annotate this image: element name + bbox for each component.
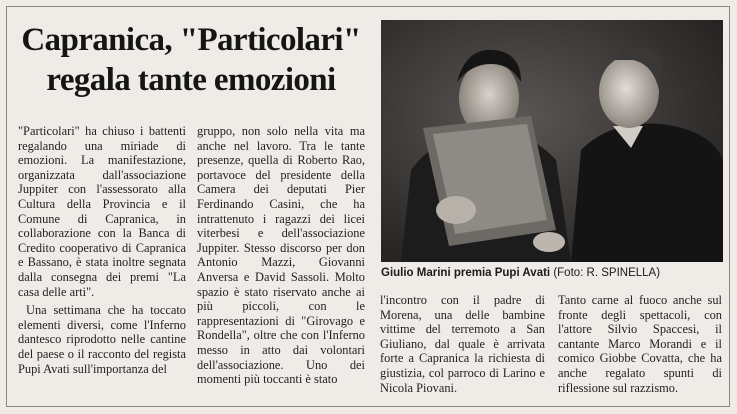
paragraph: Tanto carne al fuoco anche sul fronte degli spettacoli, con l'attore Silvio Spaccesi, il cantante Marco Morandi e il comico Giobbe Covatta, che ha anche regalato spunti di riflessione sul razzismo.	[558, 293, 722, 395]
paragraph: Una settimana che ha toccato elementi diversi, come l'Inferno dantesco riprodotto nelle cantine del paese o il racconto del regista Pupi Avati sull'importanza del	[18, 303, 186, 376]
headline-line-1: Capranica, "Particolari"	[21, 22, 361, 58]
text-column-3	[380, 293, 545, 395]
paragraph: gruppo, non solo nella vita ma anche nel lavoro. Tra le tante presenze, quella di Roberto Rao, portavoce del presidente della Camera dei deputati Pier Ferdinando Casini, che ha intrattenuto i ragazzi dei licei viterbesi e dell'associazione Juppiter. Stesso discorso per don Antonio Mazzi, Giovanni Anversa e David Sassoli. Molto spazio è stato riservato anche ai più piccoli, con le rappresentazioni di "Girovago e Rondella", oltre che con l'Inferno messo in atto dai volontari dell'associazione. Uno dei momenti più toccanti è stato	[197, 124, 365, 387]
paragraph: "Particolari" ha chiuso i battenti regalando una miriade di emozioni. La manifestazione, organizzata dall'associazione Juppiter con l'assessorato alla Cultura della Provincia e il Comune di Capranica, in collaborazione con la Banca di Credito cooperativo di Capranica e Bassano, è stata inoltre segnata dalla consegna dei premi "La casa delle arti".	[18, 124, 186, 299]
article-headline	[16, 20, 366, 100]
photo-illustration	[381, 20, 723, 262]
text-column-2	[197, 124, 365, 387]
caption-text: Giulio Marini premia Pupi Avati	[381, 267, 551, 279]
paragraph: l'incontro con il padre di Morena, una delle bambine vittime del terremoto a San Giuliano, dal quale è arrivata forte a Capranica la richiesta di giustizia, col parroco di Larino e Nicola Piovani.	[380, 293, 545, 395]
award-photo	[381, 20, 723, 262]
headline-line-2: regala tante emozioni	[46, 62, 336, 98]
text-column-4	[558, 293, 722, 395]
caption-credit: (Foto: R. SPINELLA)	[553, 267, 661, 279]
photo-caption	[381, 264, 723, 282]
text-column-1	[18, 124, 186, 376]
